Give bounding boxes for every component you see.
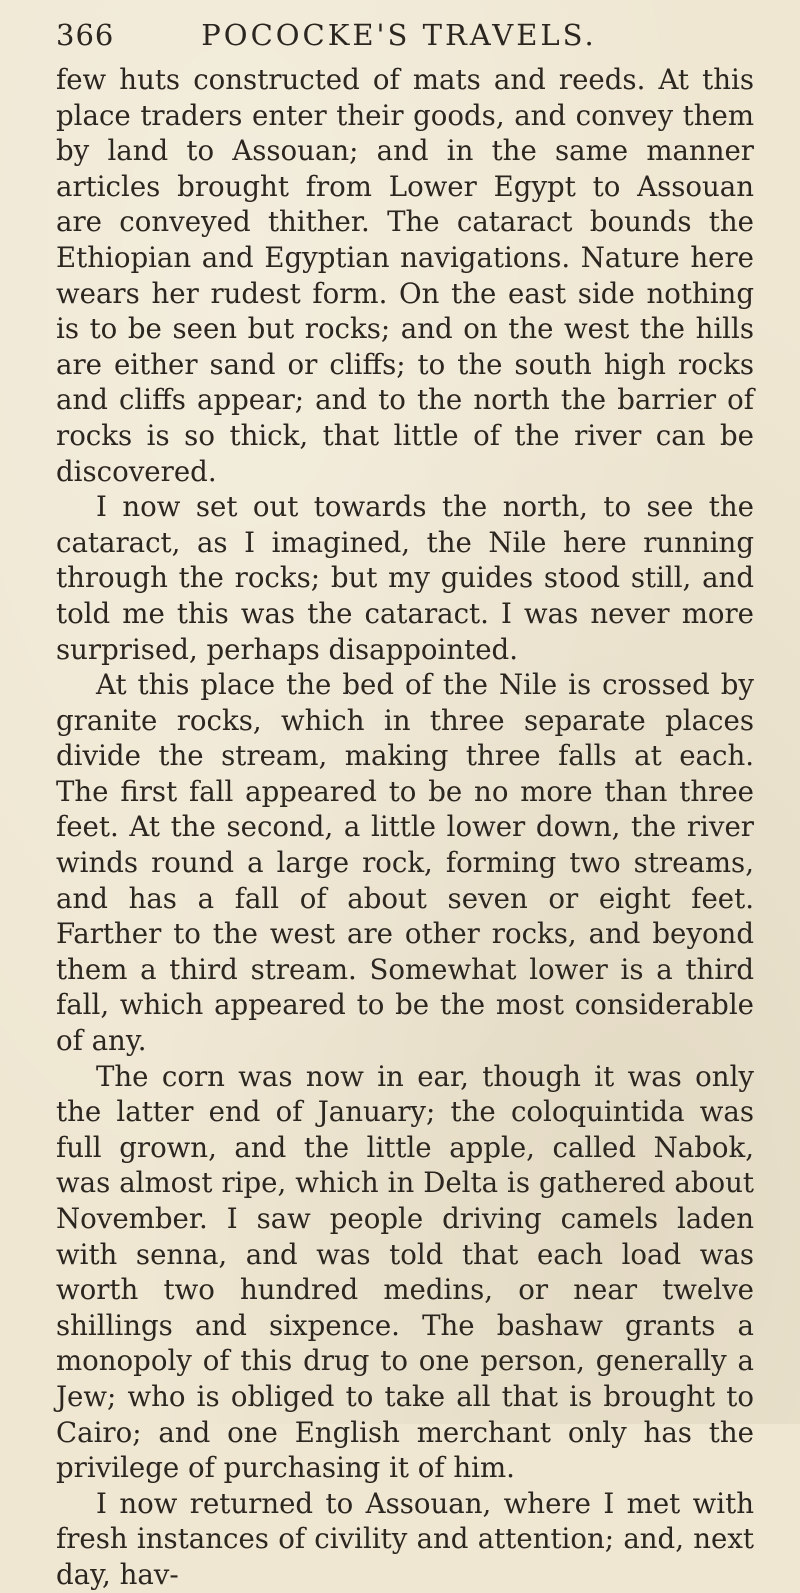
paragraph: few huts constructed of mats and reeds. At this place traders enter their goods, and convey them by land to Assouan; and in the same manner articles brought from Lower Egypt to Assouan are conveyed thither. The cataract bounds the Ethiopian and Egyptian navigations. Nature here wears her rudest form. On the east side nothing is to be seen but rocks; and on the west the hills are either sand or cliffs; to the south high rocks and cliffs appear; and to the north the barrier of rocks is so thick, that little of the river can be discovered. — [56, 63, 754, 488]
running-head: POCOCKE'S TRAVELS. — [201, 18, 597, 52]
paragraph: I now returned to Assouan, where I met with fresh instances of civility and attention; and, next day, hav- — [56, 1486, 754, 1591]
body-text — [56, 62, 754, 1593]
page-header — [56, 18, 754, 62]
paragraph: The corn was now in ear, though it was only the latter end of January; the coloquintida was full grown, and the little apple, called Nabok, was almost ripe, which in Delta is gathered about November. I saw people driving camels laden with senna, and was told that each load was worth two hundred medins, or near twelve shillings and sixpence. The bashaw grants a monopoly of this drug to one person, generally a Jew; who is obliged to take all that is brought to Cairo; and one English merchant only has the privilege of purchasing it of him. — [56, 1059, 754, 1485]
page-number: 366 — [56, 18, 115, 52]
paragraph: I now set out towards the north, to see the cataract, as I imagined, the Nile here running through the rocks; but my guides stood still, and told me this was the cataract. I was never more surprised, perhaps disappointed. — [56, 490, 754, 666]
paragraph: At this place the bed of the Nile is crossed by granite rocks, which in three separate places divide the stream, making three falls at each. The first fall appeared to be no more than three feet. At the second, a little lower down, the river winds round a large rock, forming two streams, and has a fall of about seven or eight feet. Farther to the west are other rocks, and beyond them a third stream. Somewhat lower is a third fall, which appeared to be the most considerable of any. — [56, 668, 754, 1058]
